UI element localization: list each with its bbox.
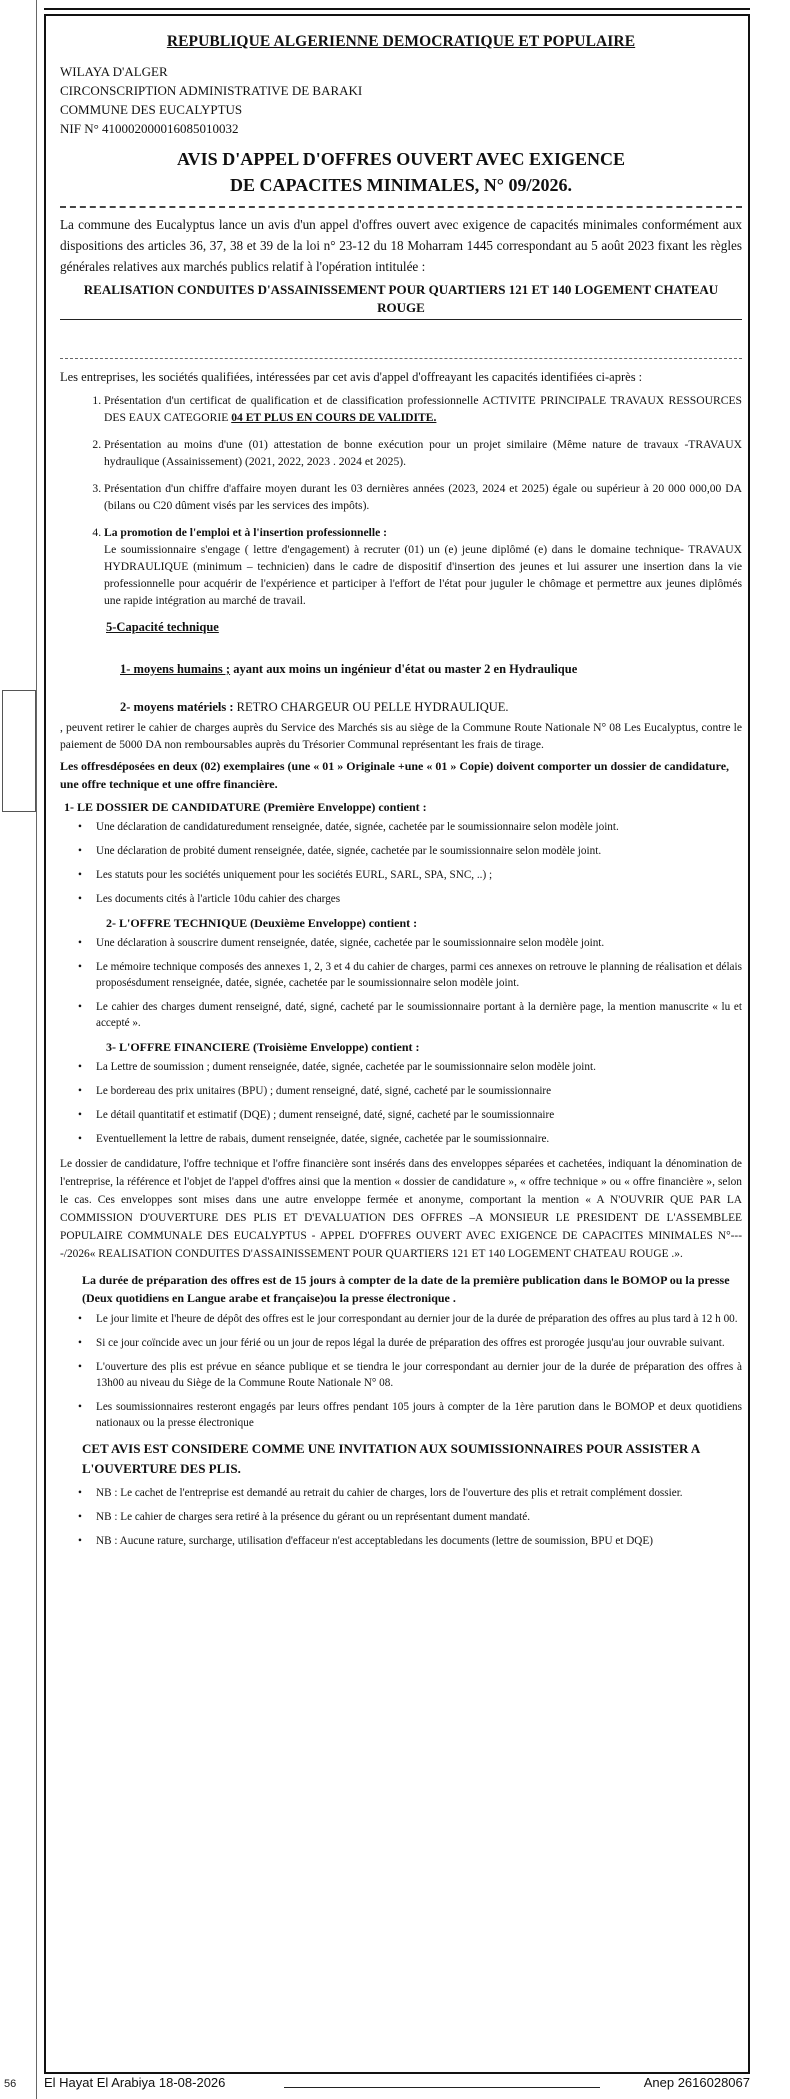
- list-item: • L'ouverture des plis est prévue en séance publique et se tiendra le jour correspondant au dernier jour de la durée de préparation des offres à 13h00 au niveau du Siège de la Commune Route Nationale N° 08.: [78, 1359, 742, 1391]
- list-item: • Une déclaration à souscrire dument renseignée, datée, signée, cachetée par le soumissionnaire selon modèle joint.: [78, 935, 742, 951]
- republic-title: REPUBLIQUE ALGERIENNE DEMOCRATIQUE ET POPULAIRE: [166, 33, 636, 50]
- offres-intro: Les offresdéposées en deux (02) exemplaires (une « 01 » Originale +une « 01 » Copie) doivent comporter un dossier de candidature, une offre technique et une offre financière.: [60, 759, 730, 791]
- list-item: • La Lettre de soumission ; dument renseignée, datée, signée, cachetée par le soumissionnaire selon modèle joint.: [78, 1059, 742, 1075]
- separator-dashed: [60, 358, 742, 359]
- separator: [60, 206, 742, 208]
- list-item: • Le bordereau des prix unitaires (BPU) ; dument renseigné, daté, signé, cacheté par le soumissionnaire: [78, 1083, 742, 1099]
- requirement-title: 4. La promotion de l'emploi et à l'insertion professionnelle :: [104, 526, 387, 539]
- capacite-title: 5-Capacité technique: [106, 620, 219, 634]
- requirement-item: 2. Présentation au moins d'une (01) attestation de bonne exécution pour un projet similaire (Même nature de travaux -TRAVAUX hydraulique (Assainissement) (2021, 2022, 2023 . 2024 et 2025).: [104, 436, 742, 470]
- requirement-item: 3. Présentation d'un chiffre d'affaire moyen durant les 03 dernières années (2023, 2024 et 2025) égale ou supérieur à 20 000 000,00 DA (bilans ou C20 dûment visés par les services des impôts).: [104, 480, 742, 514]
- list-item: • Les soumissionnaires resteront engagés par leurs offres pendant 105 jours à compter de la 1ère parution dans le BOMOP et deux quotidiens nationaux ou la presse électronique: [78, 1399, 742, 1431]
- notice-content: [60, 34, 742, 1557]
- commune: COMMUNE DES EUCALYPTUS: [60, 102, 243, 117]
- anep-reference: Anep 2616028067: [643, 2075, 750, 2090]
- enveloppe-paragraph: Le dossier de candidature, l'offre technique et l'offre financière sont insérés dans des enveloppes séparées et cachetées, indiquant la dénomination de l'entreprise, la référence et l'objet de l'appel d'offres ainsi que la mention « dossier de candidature », « offre technique » ou « offre financière », selon le cas. Ces enveloppes sont mises dans une autre enveloppe fermée et anonyme, comportant la mention « A N'OUVRIR QUE PAR LA COMMISSION D'OUVERTURE DES PLIS ET D'EVALUATION DES OFFRES –A MONSIEUR LE PRESIDENT DE L'ASSEMBLEE POPULAIRE COMMUNALE DES EUCALYPTUS - APPEL D'OFFRES OUVERT AVEC EXIGENCE DE CAPACITES MINIMALES N°----/2026« REALISATION CONDUITES D'ASSAINISSEMENT POUR QUARTIERS 121 ET 140 LOGEMENT CHATEAU ROUGE .».: [60, 1158, 742, 1260]
- notice-title-line2: DE CAPACITES MINIMALES, N° 09/2026.: [230, 175, 572, 195]
- notice-title-line1: AVIS D'APPEL D'OFFRES OUVERT AVEC EXIGENCE: [177, 149, 625, 169]
- retrait-paragraph: , peuvent retirer le cahier de charges auprès du Service des Marchés sis au siège de la Commune Route Nationale N° 08 Les Eucalyptus, contre le paiement de 5000 DA non remboursables auprès du Trésorier Communal représentant les frais de tirage.: [60, 721, 742, 751]
- list-item: • Eventuellement la lettre de rabais, dument renseignée, datée, signée, cachetée par le soumissionnaire.: [78, 1131, 742, 1147]
- newspaper-credit: El Hayat El Arabiya 18-08-2026: [44, 2075, 226, 2090]
- circonscription: CIRCONSCRIPTION ADMINISTRATIVE DE BARAKI: [60, 83, 363, 98]
- adjacent-box: [2, 690, 36, 812]
- list-item: • Le cahier des charges dument renseigné, daté, signé, cacheté par le soumissionnaire portant à la dernière page, la mention manuscrite « lu et accepté ».: [78, 999, 742, 1031]
- operation-title: REALISATION CONDUITES D'ASSAINISSEMENT POUR QUARTIERS 121 ET 140 LOGEMENT CHATEAU ROUGE: [60, 281, 742, 320]
- list-item: • NB : Le cachet de l'entreprise est demandé au retrait du cahier de charges, lors de l'ouverture des plis et retrait complément dossier.: [78, 1485, 742, 1501]
- moyens-humains: 1- moyens humains ; ayant aux moins un ingénieur d'état ou master 2 en Hydraulique: [120, 662, 578, 676]
- adjacent-column-strip: [0, 0, 37, 2099]
- page-stub-number: 56: [4, 2078, 17, 2090]
- intro-paragraph: La commune des Eucalyptus lance un avis d'un appel d'offres ouvert avec exigence de capacités minimales conformément aux dispositions des articles 36, 37, 38 et 39 de la loi n° 23-12 du 18 Moharram 1445 correspondant au 5 août 2023 fixant les règles générales relatives aux marchés publics relatif à l'opération intitulée :: [60, 217, 742, 274]
- duree-paragraph: La durée de préparation des offres est de 15 jours à compter de la date de la première publication dans le BOMOP ou la presse (Deux quotidiens en Langue arabe et française)ou la presse électronique .: [82, 1273, 730, 1305]
- moyens-materiels: 2- moyens matériels : RETRO CHARGEUR OU PELLE HYDRAULIQUE.: [120, 700, 509, 714]
- financiere-list: [60, 1059, 742, 1147]
- list-item: • Les documents cités à l'article 10du cahier des charges: [78, 891, 742, 907]
- nif: NIF N° 410002000016085010032: [60, 121, 239, 136]
- list-item: • NB : Aucune rature, surcharge, utilisation d'effaceur n'est acceptabledans les documents (lettre de soumission, BPU et DQE): [78, 1533, 742, 1549]
- list-item: • Une déclaration de candidaturedument renseignée, datée, signée, cachetée par le soumissionnaire selon modèle joint.: [78, 819, 742, 835]
- invitation-paragraph: CET AVIS EST CONSIDERE COMME UNE INVITATION AUX SOUMISSIONNAIRES POUR ASSISTER A L'OUVERTURE DES PLIS.: [82, 1441, 700, 1476]
- requirement-item: [104, 524, 742, 609]
- requirement-item: 1. Présentation d'un certificat de qualification et de classification professionnelle ACTIVITE PRINCIPALE TRAVAUX RESSOURCES DES EAUX CATEGORIE 04 ET PLUS EN COURS DE VALIDITE.: [104, 392, 742, 426]
- list-item: • Une déclaration de probité dument renseignée, datée, signée, cachetée par le soumissionnaire selon modèle joint.: [78, 843, 742, 859]
- list-item: • Si ce jour coïncide avec un jour férié ou un jour de repos légal la durée de préparation des offres est prorogée jusqu'au jour ouvrable suivant.: [78, 1335, 742, 1351]
- requirements-list: [60, 392, 742, 609]
- footer: [44, 2075, 750, 2093]
- footer-rule: [284, 2087, 600, 2088]
- list-item: • Le mémoire technique composés des annexes 1, 2, 3 et 4 du cahier de charges, parmi ces annexes on retrouve le planning de réalisation et délais proposésdument renseignée, datée, signée, cachetée par le soumissionnaire selon modèle joint.: [78, 959, 742, 991]
- list-item: • Le jour limite et l'heure de dépôt des offres est le jour correspondant au dernier jour de la durée de préparation des offres au plus tard à 12 h 00.: [78, 1311, 742, 1327]
- requirement-text: Le soumissionnaire s'engage ( lettre d'engagement) à recruter (01) un (e) jeune diplômé (e) dans le domaine technique- TRAVAUX HYDRAULIQUE (minimum – technicien) dans le cadre de dispositif d'insertion des jeunes et lui assurer une insertion dans la vie professionnelle pour acquérir de l'expérience et participer à l'effort de l'état pour juguler le chômage et permettre aux jeunes diplômés une rapide intégration au marché de travail.: [104, 543, 742, 607]
- list-item: • Les statuts pour les sociétés uniquement pour les sociétés EURL, SARL, SPA, SNC, ..) ;: [78, 867, 742, 883]
- financiere-title: 3- L'OFFRE FINANCIERE (Troisième Enveloppe) contient :: [106, 1040, 420, 1054]
- list-item: • NB : Le cahier de charges sera retiré à la présence du gérant ou un représentant dument mandaté.: [78, 1509, 742, 1525]
- notes-list: [60, 1485, 742, 1549]
- wilaya: WILAYA D'ALGER: [60, 64, 168, 79]
- dossier-title: 1- LE DOSSIER DE CANDIDATURE (Première Enveloppe) contient :: [64, 800, 427, 814]
- notice-title: [60, 146, 742, 198]
- list-item: • Le détail quantitatif et estimatif (DQE) ; dument renseigné, daté, signé, cacheté par le soumissionnaire: [78, 1107, 742, 1123]
- technique-list: [60, 935, 742, 1031]
- dossier-list: [60, 819, 742, 907]
- requirement-category: 04 ET PLUS EN COURS DE VALIDITE.: [231, 411, 437, 424]
- top-rule: [44, 8, 750, 10]
- technique-title: 2- L'OFFRE TECHNIQUE (Deuxième Enveloppe) contient :: [106, 916, 418, 930]
- conditions-list: [60, 1311, 742, 1431]
- eligibility-intro: Les entreprises, les sociétés qualifiées, intéressées par cet avis d'appel d'offreayant les capacités identifiées ci-après :: [60, 370, 643, 384]
